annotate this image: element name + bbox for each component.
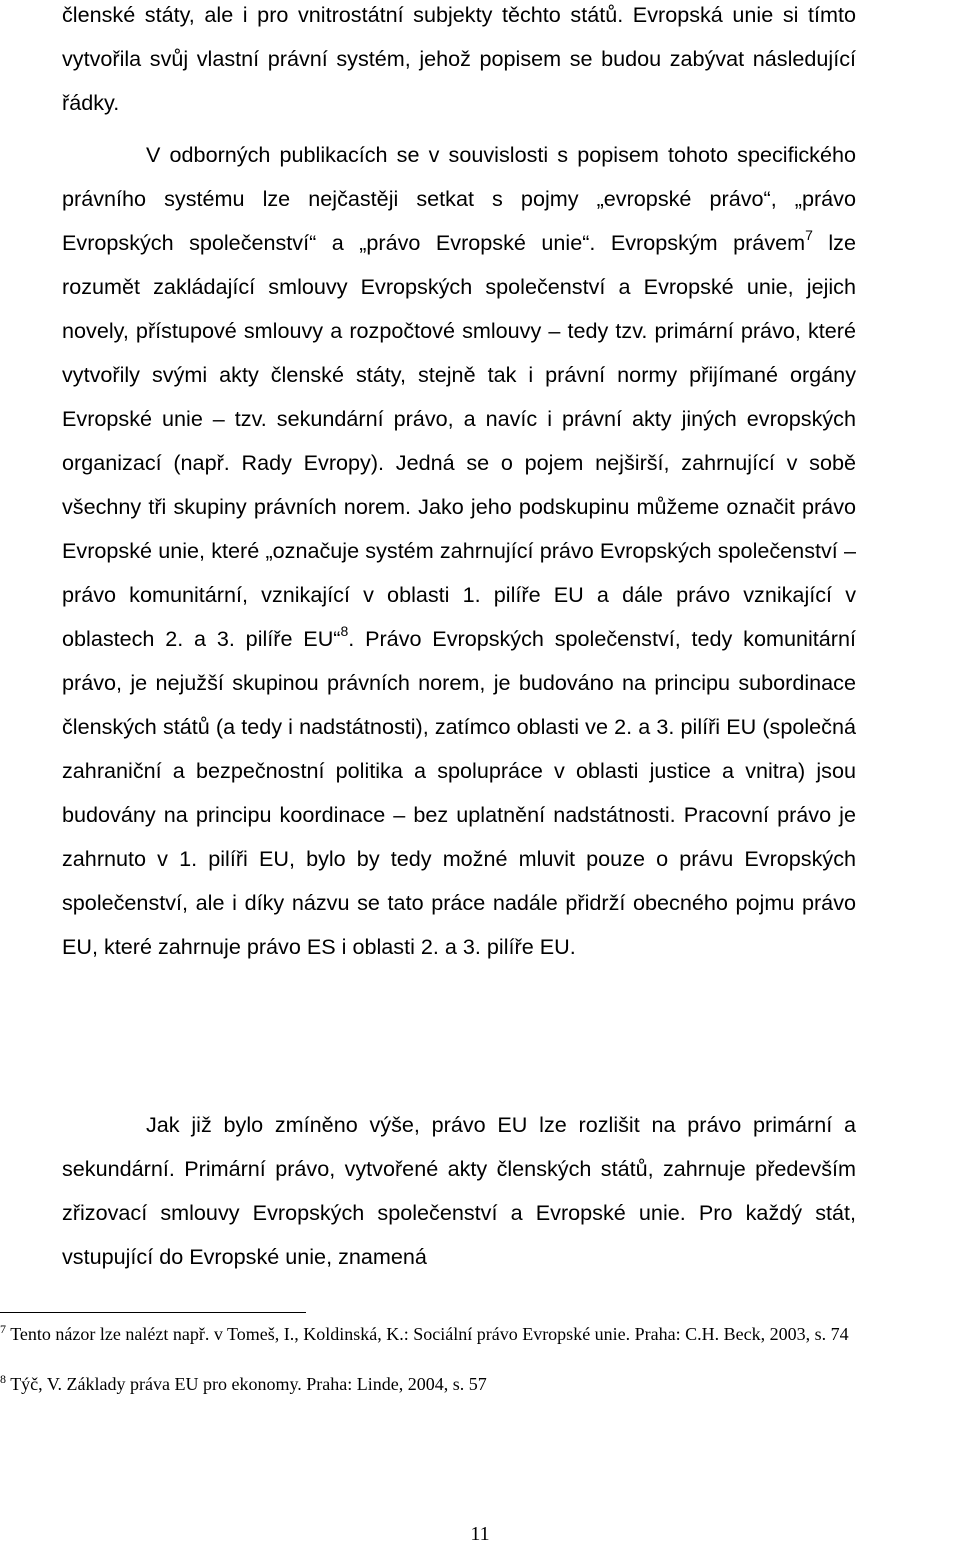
paragraph-2 xyxy=(62,133,856,969)
footnote-8 xyxy=(0,1373,960,1396)
footnote-ref-7: 7 xyxy=(805,227,813,243)
footnote-separator xyxy=(0,1312,306,1313)
paragraph-2-text-b: lze rozumět zakládající smlouvy Evropských společenství a Evropské unie, jejich novely, přístupové smlouvy a rozpočtové smlouvy – tedy tzv. primární právo, které vytvořily svými akty členské státy, stejně tak i právní normy přijímané orgány Evropské unie – tzv. sekundární právo, a navíc i právní akty jiných evropských organizací (např. Rady Evropy). Jedná se o pojem nejširší, zahrnující v sobě všechny tři skupiny právních norem. Jako jeho podskupinu můžeme označit právo Evropské unie, které „označuje systém zahrnující právo Evropských společenství – právo komunitární, vznikající v oblasti 1. pilíře EU a dále právo vznikající v oblastech 2. a 3. pilíře EU“ xyxy=(62,230,856,651)
footnote-number: 8 xyxy=(0,1372,6,1386)
footnote-number: 7 xyxy=(0,1322,6,1336)
footnote-text: Týč, V. Základy práva EU pro ekonomy. Praha: Linde, 2004, s. 57 xyxy=(10,1374,487,1394)
page-number: 11 xyxy=(470,1523,490,1545)
footnote-text: Tento názor lze nalézt např. v Tomeš, I., Koldinská, K.: Sociální právo Evropské unie. Praha: C.H. Beck, 2003, s. 74 xyxy=(10,1324,849,1344)
footnote-7 xyxy=(0,1323,960,1346)
paragraph-2-text-a: V odborných publikacích se v souvislosti s popisem tohoto specifického právního systému lze nejčastěji setkat s pojmy „evropské právo“, „právo Evropských společenství“ a „právo Evropské unie“. Evropským právem xyxy=(62,142,856,255)
paragraph-3: Jak již bylo zmíněno výše, právo EU lze rozlišit na právo primární a sekundární. Primární právo, vytvořené akty členských států, zahrnuje především zřizovací smlouvy Evropských společenství a Evropské unie. Pro každý stát, vstupující do Evropské unie, znamená xyxy=(62,1112,856,1269)
paragraph-2-text-c: . Právo Evropských společenství, tedy komunitární právo, je nejužší skupinou právních norem, je budováno na principu subordinace členských států (a tedy i nadstátnosti), zatímco oblasti ve 2. a 3. pilíři EU (společná zahraniční a bezpečnostní politika a spolupráce v oblasti justice a vnitra) jsou budovány na principu koordinace – bez uplatnění nadstátnosti. Pracovní právo je zahrnuto v 1. pilíři EU, bylo by tedy možné mluvit pouze o právu Evropských společenství, ale i díky názvu se tato práce nadále přidrží obecného pojmu právo EU, které zahrnuje právo ES i oblasti 2. a 3. pilíře EU. xyxy=(62,626,856,959)
paragraph-1: členské státy, ale i pro vnitrostátní subjekty těchto států. Evropská unie si tímto vytvořila svůj vlastní právní systém, jehož popisem se budou zabývat následující řádky. xyxy=(62,2,856,115)
footnote-ref-8: 8 xyxy=(340,623,349,639)
